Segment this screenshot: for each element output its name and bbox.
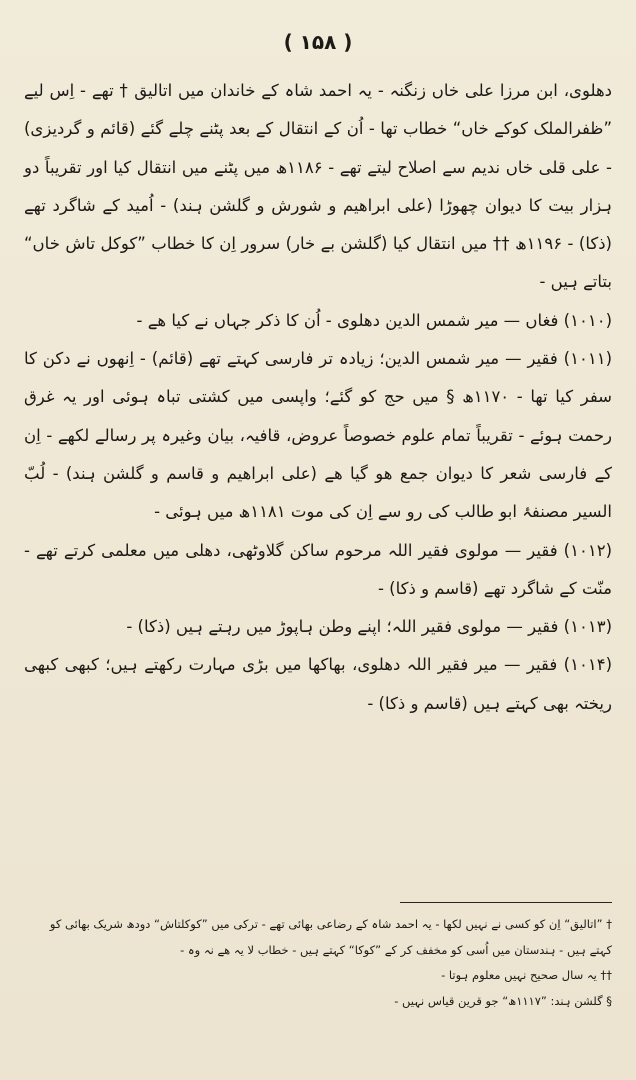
footnote-divider [400,902,612,903]
footnote-double-dagger: †† یہ سال صحیح نہیں معلوم ہوتا - [441,968,612,982]
page-number: ( ۱۵۸ ) [283,30,353,54]
entry-paragraph-1011: (۱۰۱۱) فقیر — میر شمس الدین؛ زیادہ تر فارسی کہتے تھے (قائم) - اِنھوں نے دکن کا سفر کیا تھا - ۱۱۷۰ھ § میں حج کو گئے؛ واپسی میں کشتی تباہ ہوئی اور یہ غرق رحمت ہوئے - تقریباً تمام علوم خصوصاً عروض، قافیہ، بیان وغیرہ پر رسالے لکھے - اِن کے فارسی شعر کا دیوان جمع ھو گیا ھے (علی ابراهیم و قاسم و گلشن ہند) - لُبّ السیر مصنفۂ ابو طالب کی رو سے اِن کی موت ۱۱۸۱ھ میں ہوئی - [24,349,613,522]
footnotes [30,912,612,1014]
footnote-dagger: † ”اتالیق“ اِن کو کسی نے نہیں لکھا - یہ احمد شاہ کے رضاعی بھائی تھے - ترکی میں ”کوکلتاش“ دودھ شریک بھائی کو کہتے ہیں - ہندستان میں اُسی کو مخفف کر کے ”کوکا“ کہتے ہیں - خطاب لا یہ ھے نہ وہ - [49,917,612,957]
entry-paragraph-dahlvi: دھلوی، ابن مرزا علی خاں زنگنہ - یہ احمد شاہ کے خاندان میں اتالیق † تھے - اِس لیے ”ظفرالملک کوکے خاں“ خطاب تھا - اُن کے انتقال کے بعد پٹنے چلے گئے (قائم و گردیزی) - علی قلی خاں ندیم سے اصلاح لیتے تھے - ۱۱۸۶ھ میں پٹنے میں انتقال کیا اور تقریباً دو ہزار بیت کا دیوان چھوڑا (علی ابراهیم و شورش و گلشن ہند) - اُمید کے شاگرد تھے (ذکا) - ۱۱۹۶ھ †† میں انتقال کیا (گلشن بے خار) سرور اِن کا خطاب ”کوکل تاش خاں“ بتاتے ہیں - [24,81,612,292]
entry-paragraph-1012: (۱۰۱۲) فقیر — مولوی فقیر اللہ مرحوم ساکن گلاوٹھی، دھلی میں معلمی کرتے تھے - منّت کے شاگرد تھے (قاسم و ذکا) - [24,540,612,598]
entry-paragraph-1013: (۱۰۱۳) فقیر — مولوی فقیر اللہ؛ اپنے وطن ہاپوڑ میں رہتے ہیں (ذکا) - [126,617,612,637]
entry-paragraph-1010: (۱۰۱۰) فغاں — میر شمس الدین دھلوی - اُن کا ذکر جہاں نے کیا ھے - [136,310,612,330]
main-text [24,72,612,723]
entry-paragraph-1014: (۱۰۱۴) فقیر — میر فقیر اللہ دھلوی، بھاکھا میں بڑی مہارت رکھتے ہیں؛ کبھی کبھی ریختہ بھی کہتے ہیں (قاسم و ذکا) - [24,655,612,713]
footnote-section: § گلشن ہند: ”۱۱۱۷ھ“ جو قرین قیاس نہیں - [394,993,612,1008]
